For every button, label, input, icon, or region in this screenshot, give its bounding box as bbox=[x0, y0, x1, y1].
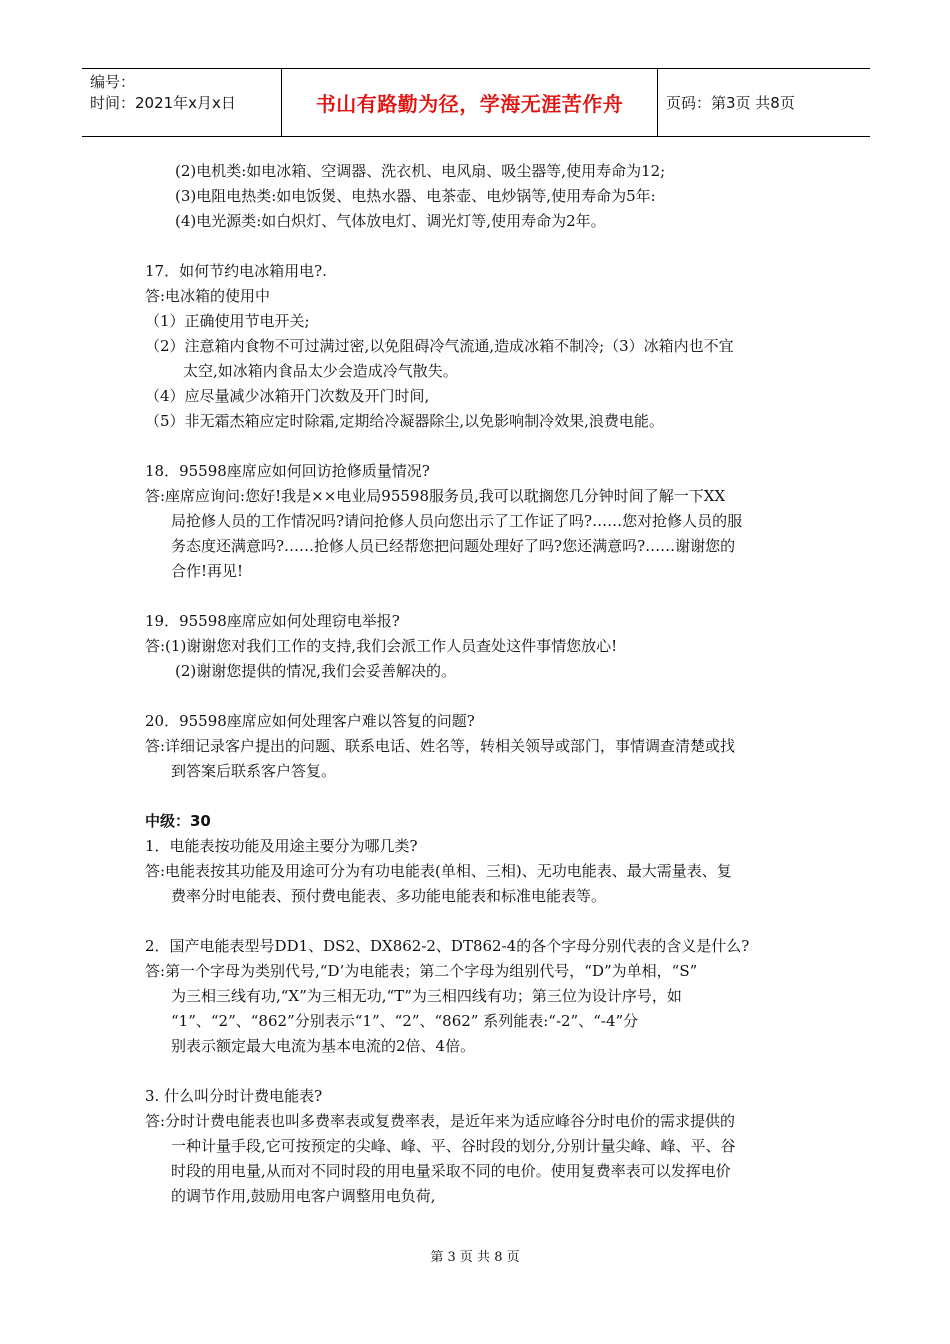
text-line: 1．电能表按功能及用途主要分为哪几类? bbox=[145, 837, 418, 855]
text-line: （2）注意箱内食物不可过满过密,以免阻碍冷气流通,造成冰箱不制冷;（3）冰箱内也不宜 bbox=[145, 337, 734, 355]
text-line: 19．95598座席应如何处理窃电举报? bbox=[145, 612, 400, 630]
page-header bbox=[82, 68, 870, 137]
blank-line bbox=[145, 1059, 817, 1084]
text-line: 太空,如冰箱内食品太少会造成冷气散失。 bbox=[183, 362, 458, 380]
text-line: （1）正确使用节电开关; bbox=[145, 312, 310, 330]
blank-line bbox=[145, 784, 817, 809]
blank-line bbox=[145, 684, 817, 709]
text-line: (2)谢谢您提供的情况,我们会妥善解决的。 bbox=[175, 662, 457, 680]
document-date: 时间：2021年x月x日 bbox=[90, 94, 236, 112]
text-line: 答:电冰箱的使用中 bbox=[145, 287, 271, 305]
text-line: 合作!再见! bbox=[171, 562, 244, 580]
text-line: 的调节作用,鼓励用电客户调整用电负荷, bbox=[171, 1187, 436, 1205]
blank-line bbox=[145, 234, 817, 259]
text-line: 别表示额定最大电流为基本电流的2倍、4倍。 bbox=[171, 1037, 476, 1055]
text-line: (4)电光源类:如白炽灯、气体放电灯、调光灯等,使用寿命为2年。 bbox=[175, 212, 606, 230]
blank-line bbox=[145, 434, 817, 459]
text-line: （5）非无霜杰箱应定时除霜,定期给冷凝器除尘,以免影响制冷效果,浪费电能。 bbox=[145, 412, 664, 430]
text-line: 时段的用电量,从而对不同时段的用电量采取不同的电价。使用复费率表可以发挥电价 bbox=[171, 1162, 731, 1180]
text-line: “1”、“2”、“862”分别表示“1”、“2”、“862” 系列能表:“-2”、“-4”分 bbox=[171, 1012, 639, 1030]
text-line: 2．国产电能表型号DD1、DS2、DX862-2、DT862-4的各个字母分别代表的含义是什么? bbox=[145, 937, 750, 955]
document-body bbox=[145, 159, 817, 1209]
text-line: 中级：30 bbox=[145, 812, 211, 830]
document-number: 编号： bbox=[90, 73, 136, 91]
text-line: 20．95598座席应如何处理客户难以答复的问题? bbox=[145, 712, 475, 730]
page-footer: 第 3 页 共 8 页 bbox=[430, 1250, 520, 1265]
text-line: 一种计量手段,它可按预定的尖峰、峰、平、谷时段的划分,分别计量尖峰、峰、平、谷 bbox=[171, 1137, 736, 1155]
text-line: 答:电能表按其功能及用途可分为有功电能表(单相、三相)、无功电能表、最大需量表、复 bbox=[145, 862, 732, 880]
text-line: （4）应尽量减少冰箱开门次数及开门时间, bbox=[145, 387, 430, 405]
header-meta bbox=[82, 69, 282, 136]
text-line: 答:第一个字母为类别代号,“D’为电能表；第二个字母为组别代号，“D”为单相，“S” bbox=[145, 962, 698, 980]
text-line: 答:(1)谢谢您对我们工作的支持,我们会派工作人员查处这件事情您放心! bbox=[145, 637, 618, 655]
text-line: 务态度还满意吗?……抢修人员已经帮您把问题处理好了吗?您还满意吗?……谢谢您的 bbox=[171, 537, 736, 555]
text-line: 答:分时计费电能表也叫多费率表或复费率表，是近年来为适应峰谷分时电价的需求提供的 bbox=[145, 1112, 736, 1130]
text-line: 答:座席应询问:您好!我是××电业局95598服务员,我可以耽搁您几分钟时间了解一下XX bbox=[145, 487, 726, 505]
blank-line bbox=[145, 584, 817, 609]
text-line: 费率分时电能表、预付费电能表、多功能电能表和标准电能表等。 bbox=[171, 887, 607, 905]
text-line: 到答案后联系客户答复。 bbox=[171, 762, 337, 780]
text-line: (3)电阻电热类:如电饭煲、电热水器、电茶壶、电炒锅等,使用寿命为5年: bbox=[175, 187, 656, 205]
text-line: 17．如何节约电冰箱用电?. bbox=[145, 262, 327, 280]
text-line: 为三相三线有功,“X”为三相无功,“T”为三相四线有功；第三位为设计序号，如 bbox=[171, 987, 682, 1005]
text-line: (2)电机类:如电冰箱、空调器、洗衣机、电风扇、吸尘器等,使用寿命为12; bbox=[175, 162, 666, 180]
header-page-info: 页码：第3页 共8页 bbox=[666, 94, 795, 112]
text-line: 3. 什么叫分时计费电能表? bbox=[145, 1087, 323, 1105]
text-line: 局抢修人员的工作情况吗?请问抢修人员向您出示了工作证了吗?……您对抢修人员的服 bbox=[171, 512, 743, 530]
blank-line bbox=[145, 909, 817, 934]
header-motto: 书山有路勤为径，学海无涯苦作舟 bbox=[282, 69, 658, 136]
text-line: 答:详细记录客户提出的问题、联系电话、姓名等，转相关领导或部门，事情调查清楚或找 bbox=[145, 737, 736, 755]
text-line: 18．95598座席应如何回访抢修质量情况? bbox=[145, 462, 430, 480]
